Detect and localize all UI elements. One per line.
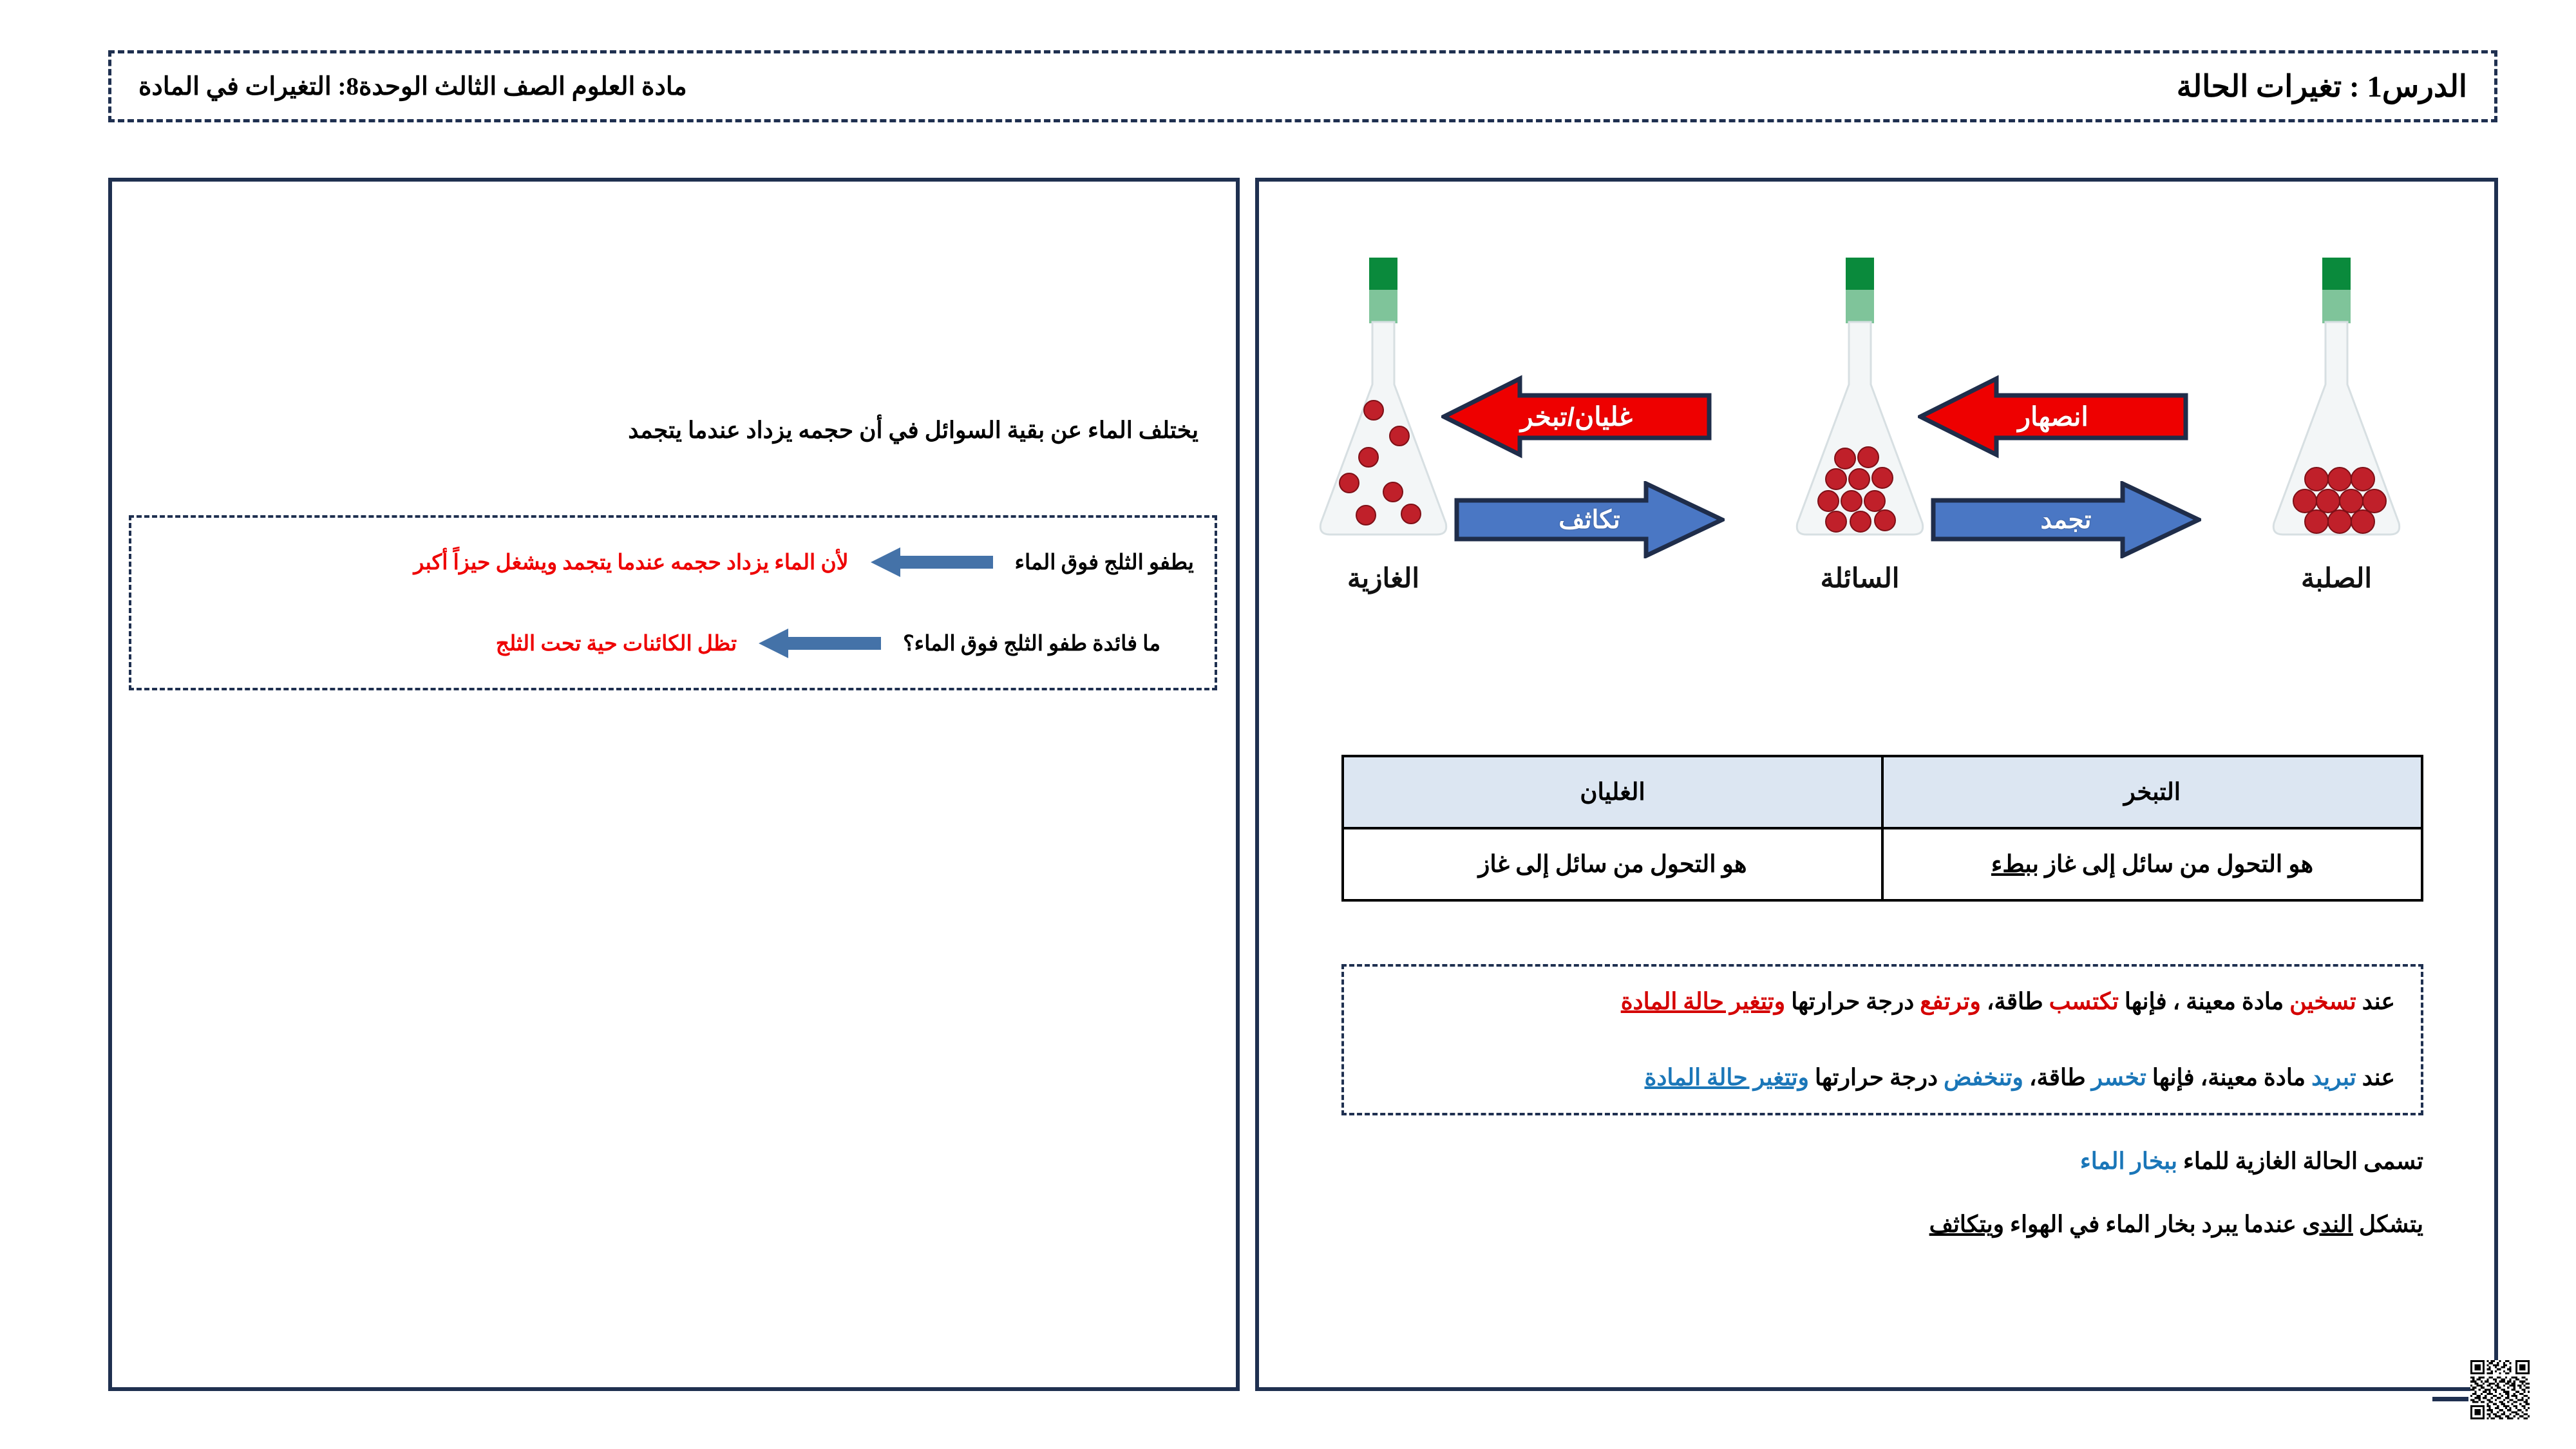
transition-label: غليان/تبخر bbox=[1520, 402, 1633, 431]
text-fragment: طاقة، bbox=[2023, 1065, 2092, 1090]
text-fragment: يتشكل bbox=[2353, 1211, 2423, 1237]
table-header-row bbox=[1343, 756, 2422, 828]
dew-formation-statement bbox=[1341, 1211, 2423, 1238]
flask-label-liquid: السائلة bbox=[1820, 563, 1900, 593]
closing-statements bbox=[1341, 1148, 2423, 1274]
transition-arrow-melting bbox=[1918, 375, 2188, 459]
keyword-rises: وترتفع bbox=[1920, 989, 1981, 1014]
text-fragment: درجة حرارتها bbox=[1785, 989, 1920, 1014]
keyword-state-changes: وتتغير حالة المادة bbox=[1644, 1065, 1809, 1090]
left-arrow-icon bbox=[759, 629, 881, 658]
text-fragment: عند bbox=[2356, 989, 2395, 1014]
keyword-state-changes: وتتغير حالة المادة bbox=[1620, 989, 1786, 1014]
table-row bbox=[1343, 828, 2422, 900]
keyword-water-vapor: ببخار الماء bbox=[2079, 1148, 2177, 1174]
left-arrow-icon bbox=[871, 547, 993, 577]
text-fragment: درجة حرارتها bbox=[1808, 1065, 1944, 1090]
qa-answer: تظل الكائنات حية تحت الثلج bbox=[495, 632, 737, 656]
cell-text: هو التحول من سائل إلى غاز bbox=[2038, 851, 2314, 878]
cooling-statement bbox=[1370, 1063, 2395, 1092]
keyword-cooling: تبريد bbox=[2311, 1065, 2356, 1090]
flask-solid bbox=[2249, 252, 2423, 594]
transition-label: تكاثف bbox=[1558, 506, 1620, 534]
flask-label-solid: الصلبة bbox=[2301, 563, 2372, 593]
footer-rule bbox=[2432, 1397, 2468, 1401]
page-header bbox=[108, 50, 2497, 122]
table-cell-evaporation-definition bbox=[1882, 828, 2422, 900]
question-answer-box bbox=[129, 515, 1217, 690]
transition-arrow-freezing bbox=[1931, 481, 2201, 558]
table-header-boiling: الغليان bbox=[1343, 756, 1882, 828]
text-fragment: عند bbox=[2356, 1065, 2395, 1090]
transition-arrow-boiling bbox=[1441, 375, 1712, 459]
text-fragment: مادة معينة ، فإنها bbox=[2118, 989, 2290, 1014]
states-of-matter-diagram bbox=[1283, 252, 2443, 613]
left-panel bbox=[108, 178, 1240, 1391]
keyword-dew: الندى bbox=[2302, 1211, 2353, 1237]
qa-row bbox=[148, 535, 1194, 590]
qa-question: ما فائدة طفو الثلج فوق الماء؟ bbox=[903, 632, 1160, 656]
keyword-gains: تكتسب bbox=[2049, 989, 2119, 1014]
water-expansion-statement: يختلف الماء عن بقية السوائل في أن حجمه يزداد عندما يتجمد bbox=[628, 417, 1198, 443]
heating-cooling-note-box bbox=[1341, 964, 2423, 1115]
transition-label: تجمد bbox=[2040, 506, 2092, 534]
keyword-condenses: ويتكاثف bbox=[1929, 1211, 2005, 1237]
right-panel bbox=[1255, 178, 2498, 1391]
header-lesson-title: الدرس1 : تغيرات الحالة bbox=[2176, 70, 2467, 104]
flask-label-gas: الغازية bbox=[1347, 563, 1419, 593]
text-fragment: تسمى الحالة الغازية للماء bbox=[2177, 1148, 2423, 1174]
transition-arrow-condensation bbox=[1454, 481, 1725, 558]
keyword-drops: وتنخفض bbox=[1944, 1065, 2023, 1090]
text-fragment: عندما يبرد بخار الماء في الهواء bbox=[2004, 1211, 2302, 1237]
table-header-evaporation: التبخر bbox=[1882, 756, 2422, 828]
text-fragment: طاقة، bbox=[1980, 989, 2049, 1014]
text-fragment: مادة معينة، فإنها bbox=[2146, 1065, 2312, 1090]
boiling-evaporation-table bbox=[1341, 755, 2423, 902]
qa-answer: لأن الماء يزداد حجمه عندما يتجمد ويشغل حيزاً أكبر bbox=[413, 551, 849, 574]
cell-text: هو التحول من سائل إلى غاز bbox=[1478, 851, 1747, 878]
keyword-heating: تسخين bbox=[2289, 989, 2356, 1014]
table-cell-boiling-definition bbox=[1343, 828, 1882, 900]
qa-question: يطفو الثلج فوق الماء bbox=[1014, 551, 1194, 574]
qa-row bbox=[148, 616, 1160, 671]
flask-icon bbox=[2249, 252, 2423, 555]
transition-label: انصهار bbox=[2018, 402, 2088, 431]
qr-code-icon bbox=[2470, 1360, 2530, 1419]
water-vapor-statement bbox=[1341, 1148, 2423, 1175]
keyword-loses: تخسر bbox=[2091, 1065, 2146, 1090]
header-unit-title: مادة العلوم الصف الثالث الوحدة8: التغيرات في المادة bbox=[138, 72, 687, 100]
heating-statement bbox=[1370, 987, 2395, 1016]
cell-text-underlined: ببطء bbox=[1991, 851, 2039, 878]
